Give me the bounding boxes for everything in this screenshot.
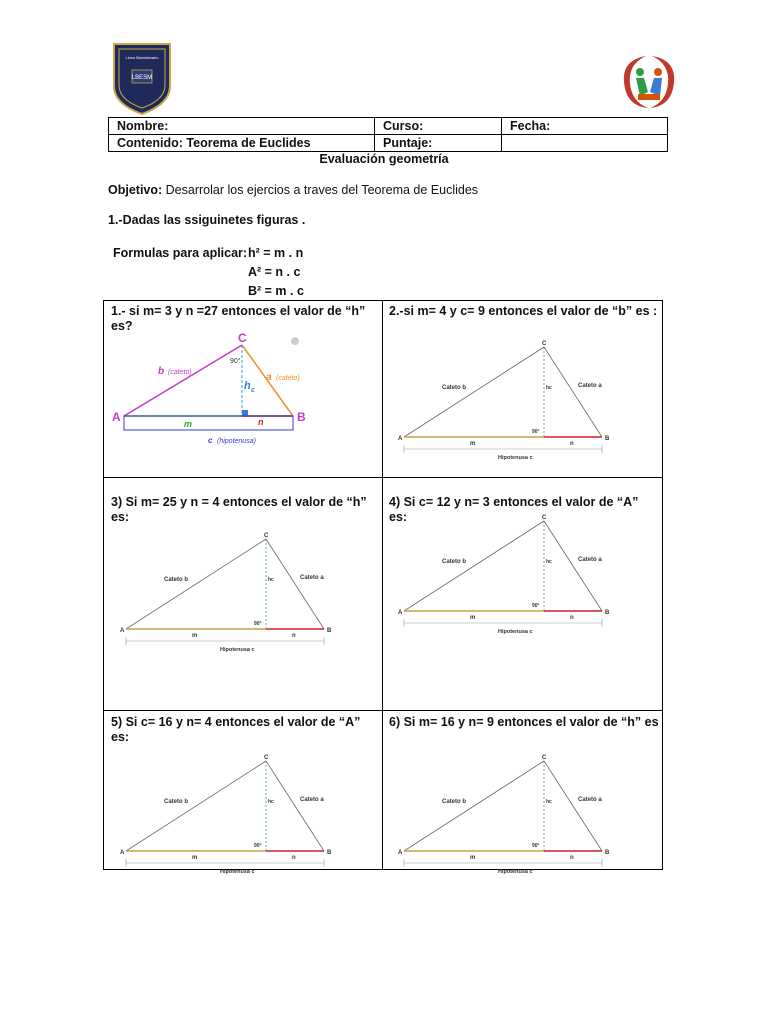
triangle-figure-2 <box>398 339 618 469</box>
formulas-label: Formulas para aplicar: <box>113 246 248 260</box>
exercise-3-question: 3) Si m= 25 y n = 4 entonces el valor de “h” es: <box>111 495 367 524</box>
label-hipotenusa: Hipotenusa c <box>498 629 533 635</box>
crest-text: LBESM <box>131 75 153 81</box>
formula-a: A² = n . c <box>248 265 301 279</box>
crest-top-text: Liceo Bicentenario <box>125 55 159 60</box>
right-angle-mark <box>242 410 248 416</box>
exercise-1-question: 1.- si m= 3 y n =27 entonces el valor de “h” es? <box>111 304 366 333</box>
triangle-figure-5 <box>120 753 340 875</box>
vertex-b: B <box>327 850 332 856</box>
label-angle: 90° <box>532 429 540 435</box>
vertex-a: A <box>112 410 121 424</box>
label-hipotenusa: Hipotenusa c <box>498 455 533 461</box>
label-c: c <box>208 436 213 445</box>
label-cateto-b: Cateto b <box>442 385 466 391</box>
label-cateto-a: Cateto a <box>300 797 324 803</box>
vertex-b: B <box>297 410 306 424</box>
label-b-note: (cateto) <box>168 369 192 376</box>
label-a-note: (cateto) <box>276 375 300 382</box>
vertex-b: B <box>327 628 332 634</box>
triangle-figure-3 <box>120 531 340 661</box>
side-b <box>124 345 242 416</box>
triangle-figure-6 <box>398 753 618 875</box>
label-c-note: (hipotenusa) <box>217 438 256 445</box>
side-a <box>544 347 602 437</box>
label-n: n <box>258 417 264 427</box>
vertex-a: A <box>398 850 403 856</box>
objective-label: Objetivo: <box>108 183 163 197</box>
vertex-b: B <box>605 436 610 442</box>
label-cateto-a: Cateto a <box>300 575 324 581</box>
exercise-5-question: 5) Si c= 16 y n= 4 entonces el valor de “A” es: <box>111 715 361 744</box>
side-b <box>126 761 266 851</box>
label-h: hc <box>268 577 274 583</box>
contenido-field: Contenido: Teorema de Euclides <box>109 135 375 152</box>
vertex-c: C <box>542 341 547 347</box>
label-angle: 90° <box>532 843 540 849</box>
student-info-table <box>108 117 668 152</box>
side-a <box>544 761 602 851</box>
label-h: hc <box>546 559 552 565</box>
label-m: m <box>184 419 193 429</box>
label-cateto-b: Cateto b <box>164 577 188 583</box>
label-m: m <box>470 441 476 447</box>
label-h: hc <box>546 799 552 805</box>
vertex-c: C <box>264 755 269 761</box>
label-hipotenusa: Hipotenusa c <box>498 869 533 875</box>
label-m: m <box>192 633 198 639</box>
vertex-c: C <box>238 331 247 345</box>
side-b <box>404 347 544 437</box>
label-cateto-a: Cateto a <box>578 557 602 563</box>
vertex-b: B <box>605 610 610 616</box>
formula-b: B² = m . c <box>248 284 304 298</box>
label-angle: 90° <box>254 621 262 627</box>
label-n: n <box>292 855 296 861</box>
vertex-a: A <box>120 850 125 856</box>
institution-logo <box>614 52 684 114</box>
label-n: n <box>292 633 296 639</box>
label-angle: 90° <box>532 603 540 609</box>
side-a <box>266 761 324 851</box>
side-b <box>404 761 544 851</box>
puntaje-value-field[interactable] <box>502 135 668 152</box>
label-hipotenusa: Hipotenusa c <box>220 647 255 653</box>
side-b <box>404 521 544 611</box>
label-cateto-a: Cateto a <box>578 383 602 389</box>
label-n: n <box>570 615 574 621</box>
curso-field[interactable]: Curso: <box>375 118 502 135</box>
label-m: m <box>470 615 476 621</box>
instruction: 1.-Dadas las ssiguinetes figuras . <box>108 213 306 227</box>
nombre-field[interactable]: Nombre: <box>109 118 375 135</box>
label-cateto-b: Cateto b <box>164 799 188 805</box>
fecha-field[interactable]: Fecha: <box>502 118 668 135</box>
triangle-figure-colored <box>108 331 378 451</box>
label-h: hc <box>268 799 274 805</box>
vertex-a: A <box>120 628 125 634</box>
label-a: a <box>266 372 272 383</box>
exercise-2-question: 2.-si m= 4 y c= 9 entonces el valor de “b” es : <box>389 304 658 318</box>
angle-label: 90° <box>230 358 241 365</box>
label-b: b <box>158 366 165 377</box>
label-h-sub: c <box>251 387 255 394</box>
label-cateto-a: Cateto a <box>578 797 602 803</box>
label-h: h <box>244 380 251 392</box>
page-title: Evaluación geometría <box>319 152 449 166</box>
label-m: m <box>192 855 198 861</box>
school-crest-logo <box>110 42 174 116</box>
triangle-figure-4 <box>398 513 618 643</box>
info-dot-icon <box>291 337 299 345</box>
formula-h: h² = m . n <box>248 246 304 260</box>
vertex-c: C <box>264 533 269 539</box>
vertex-c: C <box>542 515 547 521</box>
label-n: n <box>570 441 574 447</box>
side-a <box>266 539 324 629</box>
exercise-grid <box>103 300 663 875</box>
objective-text: Desarrolar los ejercios a traves del Teorema de Euclides <box>162 183 479 197</box>
label-hipotenusa: Hipotenusa c <box>220 869 255 875</box>
label-cateto-b: Cateto b <box>442 799 466 805</box>
vertex-b: B <box>605 850 610 856</box>
side-a <box>544 521 602 611</box>
label-n: n <box>570 855 574 861</box>
vertex-c: C <box>542 755 547 761</box>
exercise-6-question: 6) Si m= 16 y n= 9 entonces el valor de “h” es <box>389 715 659 729</box>
label-cateto-b: Cateto b <box>442 559 466 565</box>
puntaje-field[interactable]: Puntaje: <box>375 135 502 152</box>
vertex-a: A <box>398 436 403 442</box>
objective <box>108 183 478 197</box>
side-b <box>126 539 266 629</box>
label-h: hc <box>546 385 552 391</box>
label-angle: 90° <box>254 843 262 849</box>
side-c-bracket <box>124 416 293 430</box>
label-m: m <box>470 855 476 861</box>
exercise-4-question: 4) Si c= 12 y n= 3 entonces el valor de “A” es: <box>389 495 639 524</box>
vertex-a: A <box>398 610 403 616</box>
